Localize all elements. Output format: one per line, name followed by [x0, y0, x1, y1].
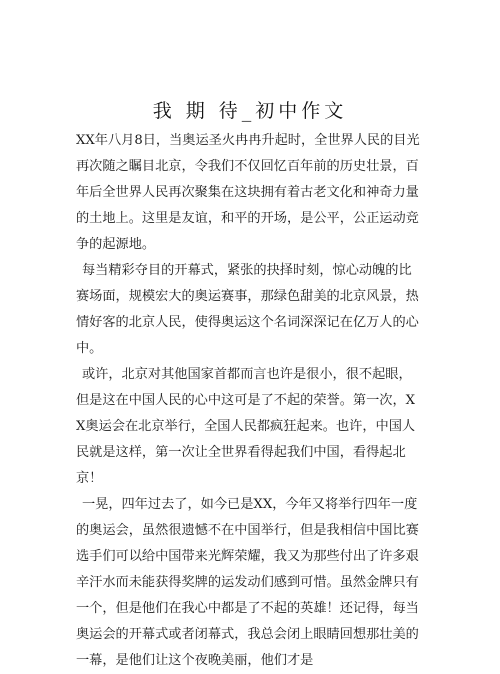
paragraph-1: XX年八月8日，当奥运圣火冉冉升起时，全世界人民的目光再次随之瞩目北京，令我们不仅回忆百年前的历史壮景，百年后全世界人民再次聚集在这块拥有着古老文化和神奇力量的土地上。这里是友谊，和平的开场，是公平，公正运动竞争的起源地。	[76, 133, 420, 252]
paragraph-2: 每当精彩夺目的开幕式，紧张的抉择时刻，惊心动魄的比赛场面，规模宏大的奥运赛事，那绿色甜美的北京风景，热情好客的北京人民，使得奥运这个名词深深记在亿万人的心中。	[76, 263, 419, 356]
paragraph-4: 一晃，四年过去了，如今已是XX，今年又将举行四年一度的奥运会，虽然很遗憾不在中国举行，但是我相信中国比赛选手们可以给中国带来光辉荣耀，我又为那些付出了许多艰辛汗水而未能获得奖牌的运发动们感到可惜。虽然金牌只有一个，但是他们在我心中都是了不起的英雄！还记得，每当奥运会的开幕式或者闭幕式，我总会闭上眼睛回想那壮美的一幕，是他们让这个夜晚美丽，他们才是	[76, 497, 419, 668]
document-title: 我 期 待_初中作文	[152, 100, 348, 122]
paragraph-3: 或许，北京对其他国家首都而言也许是很小，很不起眼，但是这在中国人民的心中这可是了不起的荣誉。第一次，XX奥运会在北京举行，全国人民都疯狂起来。也许，中国人民就是这样，第一次让全世界看得起我们中国，看得起北京！	[76, 367, 416, 486]
document-body	[76, 128, 424, 674]
